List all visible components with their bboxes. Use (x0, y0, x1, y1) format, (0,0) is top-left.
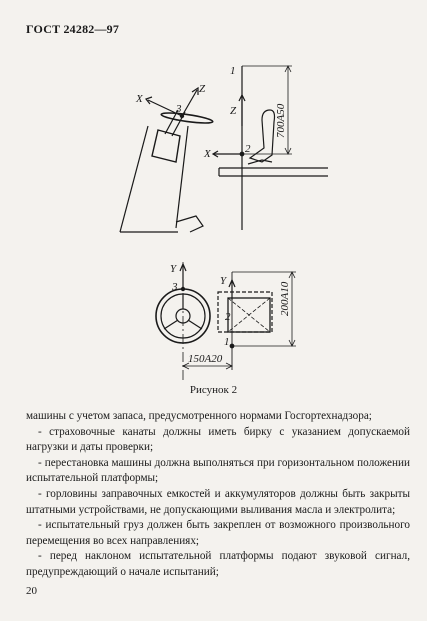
label-point-2-lower: 2 (225, 311, 231, 323)
label-point-3-upper: 3 (176, 103, 182, 115)
label-point-2-upper: 2 (245, 143, 251, 155)
seat-diagram (213, 66, 328, 230)
label-y-axis-wheel: Y (170, 263, 177, 275)
label-z-axis-upper: Z (199, 83, 206, 95)
label-dimension-200: 200А10 (279, 281, 291, 316)
body-list-item: - испытательный груз должен быть закреплен от возможного произвольного перемещения во всех направлениях; (26, 519, 410, 547)
label-z-axis-seat: Z (230, 105, 237, 117)
body-text (26, 409, 410, 581)
body-list-item: - перестановка машины должна выполняться при горизонтальном положении испытательной платформы; (26, 456, 410, 485)
steering-column-diagram (120, 88, 213, 232)
page-number: 20 (26, 585, 37, 597)
label-x-axis-upper: X (136, 93, 143, 105)
label-y-axis-seat-top: Y (220, 275, 227, 287)
body-list-item: - горловины заправочных емкостей и аккумуляторов должны быть закрыты штатными устройствами, не допускающими выливания масла и электролита; (26, 487, 410, 516)
label-dimension-150: 150А20 (188, 353, 223, 365)
figure-caption: Рисунок 2 (189, 384, 238, 396)
document-header: ГОСТ 24282—97 (26, 22, 120, 36)
label-point-1-lower: 1 (224, 336, 230, 348)
body-list-item: - страховочные канаты должны иметь бирку с указанием допускаемой нагрузки и даты проверки; (26, 425, 410, 454)
label-x-axis-seat: X (204, 148, 211, 160)
label-point-3-lower: 3 (172, 281, 178, 293)
label-dimension-700: 700А50 (275, 103, 287, 138)
body-paragraph-continuation: машины с учетом запаса, предусмотренного нормами Госгортехнадзора; (26, 410, 372, 422)
label-point-1-upper: 1 (230, 65, 236, 77)
body-list-item: - перед наклоном испытательной платформы подают звуковой сигнал, предупреждающий о начале испытаний; (26, 550, 410, 578)
